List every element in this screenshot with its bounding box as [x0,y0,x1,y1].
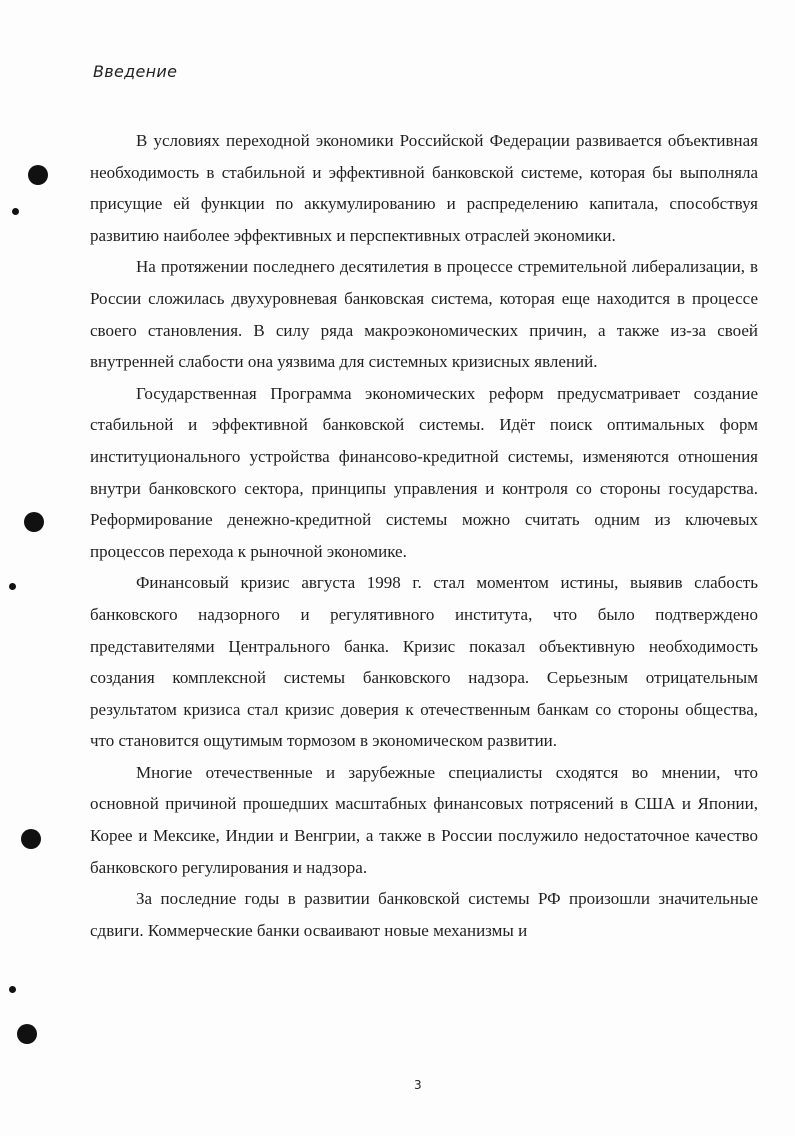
body-text [90,125,758,946]
binder-hole-mark [28,165,48,185]
binder-hole-mark [9,986,16,993]
paragraph: За последние годы в развитии банковской системы РФ произошли значительные сдвиги. Коммерческие банки осваивают новые механизмы и [90,889,758,940]
paragraph: В условиях переходной экономики Российской Федерации развивается объективная необходимость в стабильной и эффективной банковской системе, которая бы выполняла присущие ей функции по аккумулированию и распределению капитала, способствуя развитию наиболее эффективных и перспективных отраслей экономики. [90,131,758,245]
paragraph: На протяжении последнего десятилетия в процессе стремительной либерализации, в России сложилась двухуровневая банковская система, которая еще находится в процессе своего становления. В силу ряда макроэкономических причин, а также из-за своей внутренней слабости она уязвима для системных кризисных явлений. [90,257,758,372]
paragraph: Многие отечественные и зарубежные специалисты сходятся во мнении, что основной причиной прошедших масштабных финансовых потрясений в США и Японии, Корее и Мексике, Индии и Венгрии, а также в России послужило недостаточное качество банковского регулирования и надзора. [90,762,758,877]
section-heading: Введение [93,62,178,81]
binder-hole-mark [17,1024,37,1044]
binder-hole-mark [21,829,41,849]
paragraph: Финансовый кризис августа 1998 г. стал моментом истины, выявив слабость банковского надзорного и регулятивного института, что было подтверждено представителями Центрального банка. Кризис показал объективную необходимость создания комплексной системы банковского надзора. Серьезным отрицательным результатом кризиса стал кризис доверия к отечественным банкам со стороны общества, что становится ощутимым тормозом в экономическом развитии. [90,573,758,751]
binder-hole-mark [9,583,16,590]
paragraph: Государственная Программа экономических реформ предусматривает создание стабильной и эффективной банковской системы. Идёт поиск оптимальных форм институционального устройства финансово-кредитной системы, изменяются отношения внутри банковского сектора, принципы управления и контроля со стороны государства. Реформирование денежно-кредитной системы можно считать одним из ключевых процессов перехода к рыночной экономике. [90,383,758,561]
binder-hole-mark [12,208,19,215]
binder-hole-mark [24,512,44,532]
page-number: 3 [414,1078,422,1092]
